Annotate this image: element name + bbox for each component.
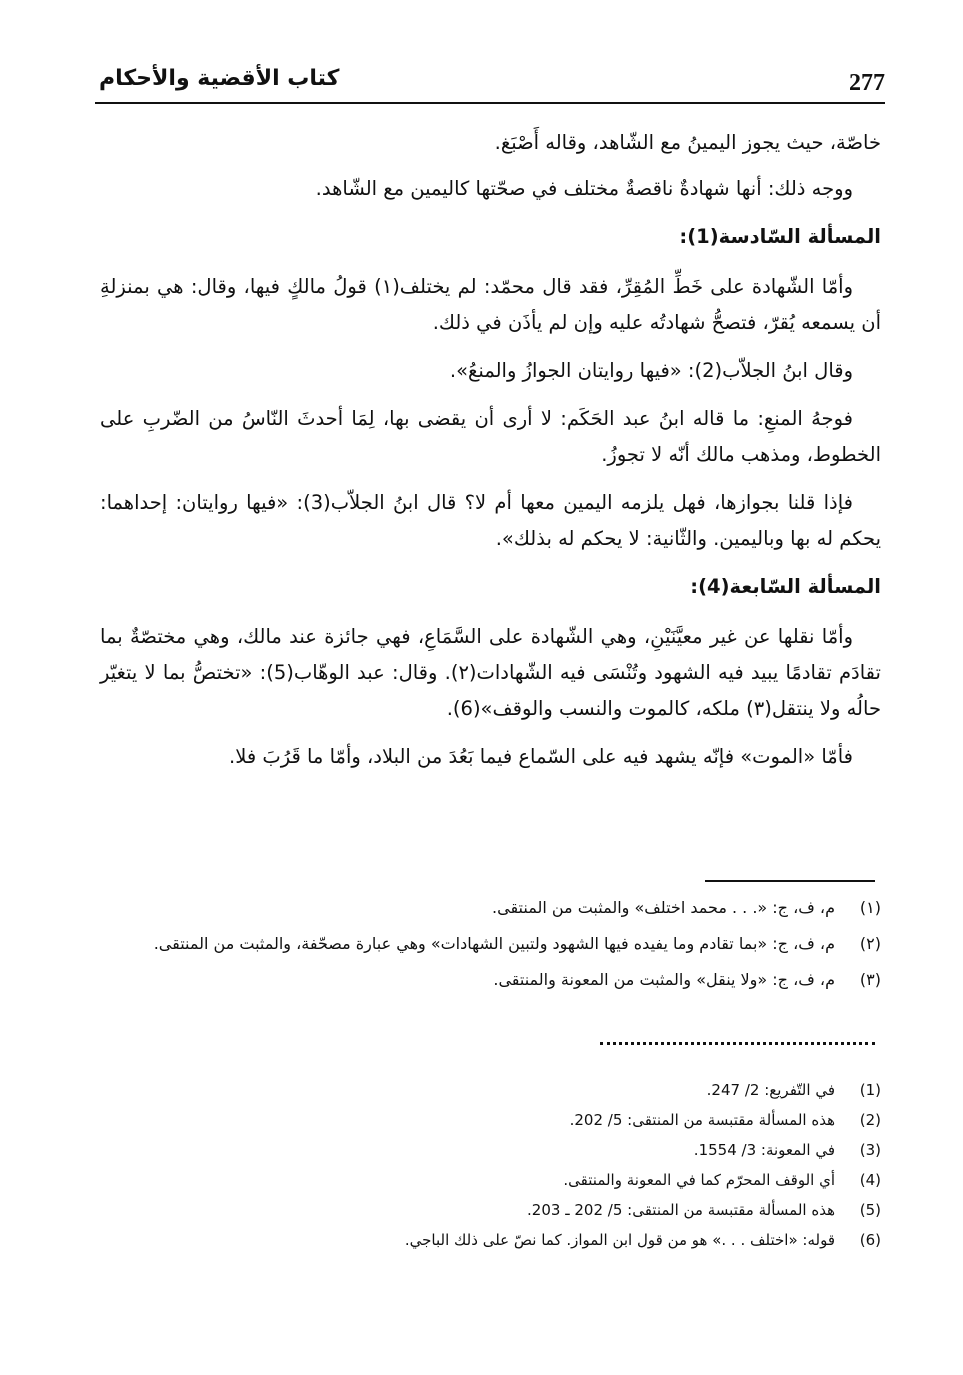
footnote [300, 1198, 881, 1223]
paragraph: وأمّا الشّهادة على خَطِّ المُقِرِّ، فقد قال محمّد: لم يختلف(١) قولُ مالكٍ فيها، وقال: هي بمنزلةِ أن يسمعه يُقرّ، فتصحُّ شهادتُه عليه وإن لم يأذَن في ذلك. [100, 275, 881, 334]
footnote-number: (٣) [859, 970, 881, 989]
main-text [100, 125, 881, 787]
editor-footnotes [100, 894, 881, 1002]
footnote-text: هذه المسألة مقتبسة من المنتقى: 5/ 202. [569, 1111, 835, 1129]
footnote [300, 1138, 881, 1163]
paragraph: خاصّة، حيث يجوز اليمينُ مع الشّاهد، وقاله أَصْبَغ. [494, 131, 881, 154]
footnote-text: في المعونة: 3/ 1554. [693, 1141, 835, 1159]
footnote-text: في التّفريع: 2/ 247. [706, 1081, 835, 1099]
footnote [300, 1228, 881, 1253]
paragraph: وقال ابنُ الجلاّب(2): «فيها روايتان الجوازُ والمنعُ». [449, 359, 853, 382]
source-footnotes [300, 1078, 881, 1258]
footnote-number: (١) [859, 898, 881, 917]
footnote-divider [705, 880, 875, 882]
footnote [100, 966, 881, 994]
footnote-text: م، ف، ج: «بما تقادم وما يفيده فيها الشهود ولتبين الشهادات» وهي عبارة مصحّفة، والمثبت من المنتقى. [153, 934, 835, 953]
footnote [300, 1078, 881, 1103]
page-header [95, 62, 885, 104]
footnote-text: هذه المسألة مقتبسة من المنتقى: 5/ 202 ـ 203. [527, 1201, 835, 1219]
section-heading: المسألة السّابعة(4): [690, 575, 881, 598]
footnote-number: (6) [859, 1231, 881, 1249]
page-number: 277 [849, 70, 885, 96]
footnote-number: (3) [859, 1141, 881, 1159]
paragraph: ووجه ذلك: أنها شهادةٌ ناقصةٌ مختلف في صحّتها كاليمين مع الشّاهد. [315, 177, 853, 200]
paragraph: فإذا قلنا بجوازها، فهل يلزمه اليمين معها أم لا؟ قال ابنُ الجلاّب(3): «فيها روايتان: إحداهما: يحكم له بها وباليمين. والثّانية: لا يحكم له بذلك». [100, 491, 881, 550]
footnote-number: (1) [859, 1081, 881, 1099]
footnote-text: قوله: «اختلف . . .» هو من قول ابن المواز. كما نصّ على ذلك الباجي. [404, 1231, 835, 1249]
footnote-number: (5) [859, 1201, 881, 1219]
footnote [300, 1108, 881, 1133]
footnote-text: م، ف، ج: «. . . محمد اختلف» والمثبت من المنتقى. [492, 898, 835, 917]
paragraph: فوجهُ المنعِ: ما قاله ابنُ عبد الحَكَم: لا أرى أن يقضى بها، لِمَا أحدثَ النّاسُ من الضّربِ على الخطوط، ومذهب مالك أنّه لا تجوزُ. [100, 407, 881, 466]
footnote-text: م، ف، ج: «ولا ينقل» والمثبت من المعونة والمنتقى. [493, 970, 835, 989]
paragraph: فأمّا «الموت» فإنّه يشهد فيه على السّماع فيما بَعُدَ من البلاد، وأمّا ما قَرُبَ فلا. [229, 745, 853, 768]
dotted-divider [600, 1042, 875, 1045]
footnote-number: (4) [859, 1171, 881, 1189]
footnote [100, 894, 881, 922]
footnote-number: (٢) [859, 934, 881, 953]
section-heading: المسألة السّادسة(1): [679, 225, 881, 248]
footnote [100, 930, 881, 958]
paragraph: وأمّا نقلها عن غير معيَّنَيْنِ، وهي الشّهادة على السَّمَاعِ، فهي جائزة عند مالك، وهي مختصّةٌ بما تقادَم تقادمًا يبيد فيه الشهود وتُنْسَى فيه الشّهادات(٢). وقال: عبد الوهّاب(5): «تختصُّ بما لا يتغيّر حالُه ولا ينتقل(٣) ملكه، كالموت والنسب والوقف»(6). [100, 625, 881, 720]
footnote [300, 1168, 881, 1193]
running-title: كتاب الأقضية والأحكام [99, 66, 340, 91]
footnote-number: (2) [859, 1111, 881, 1129]
footnote-text: أي الوقف المحرّم كما في المعونة والمنتقى. [563, 1171, 835, 1189]
